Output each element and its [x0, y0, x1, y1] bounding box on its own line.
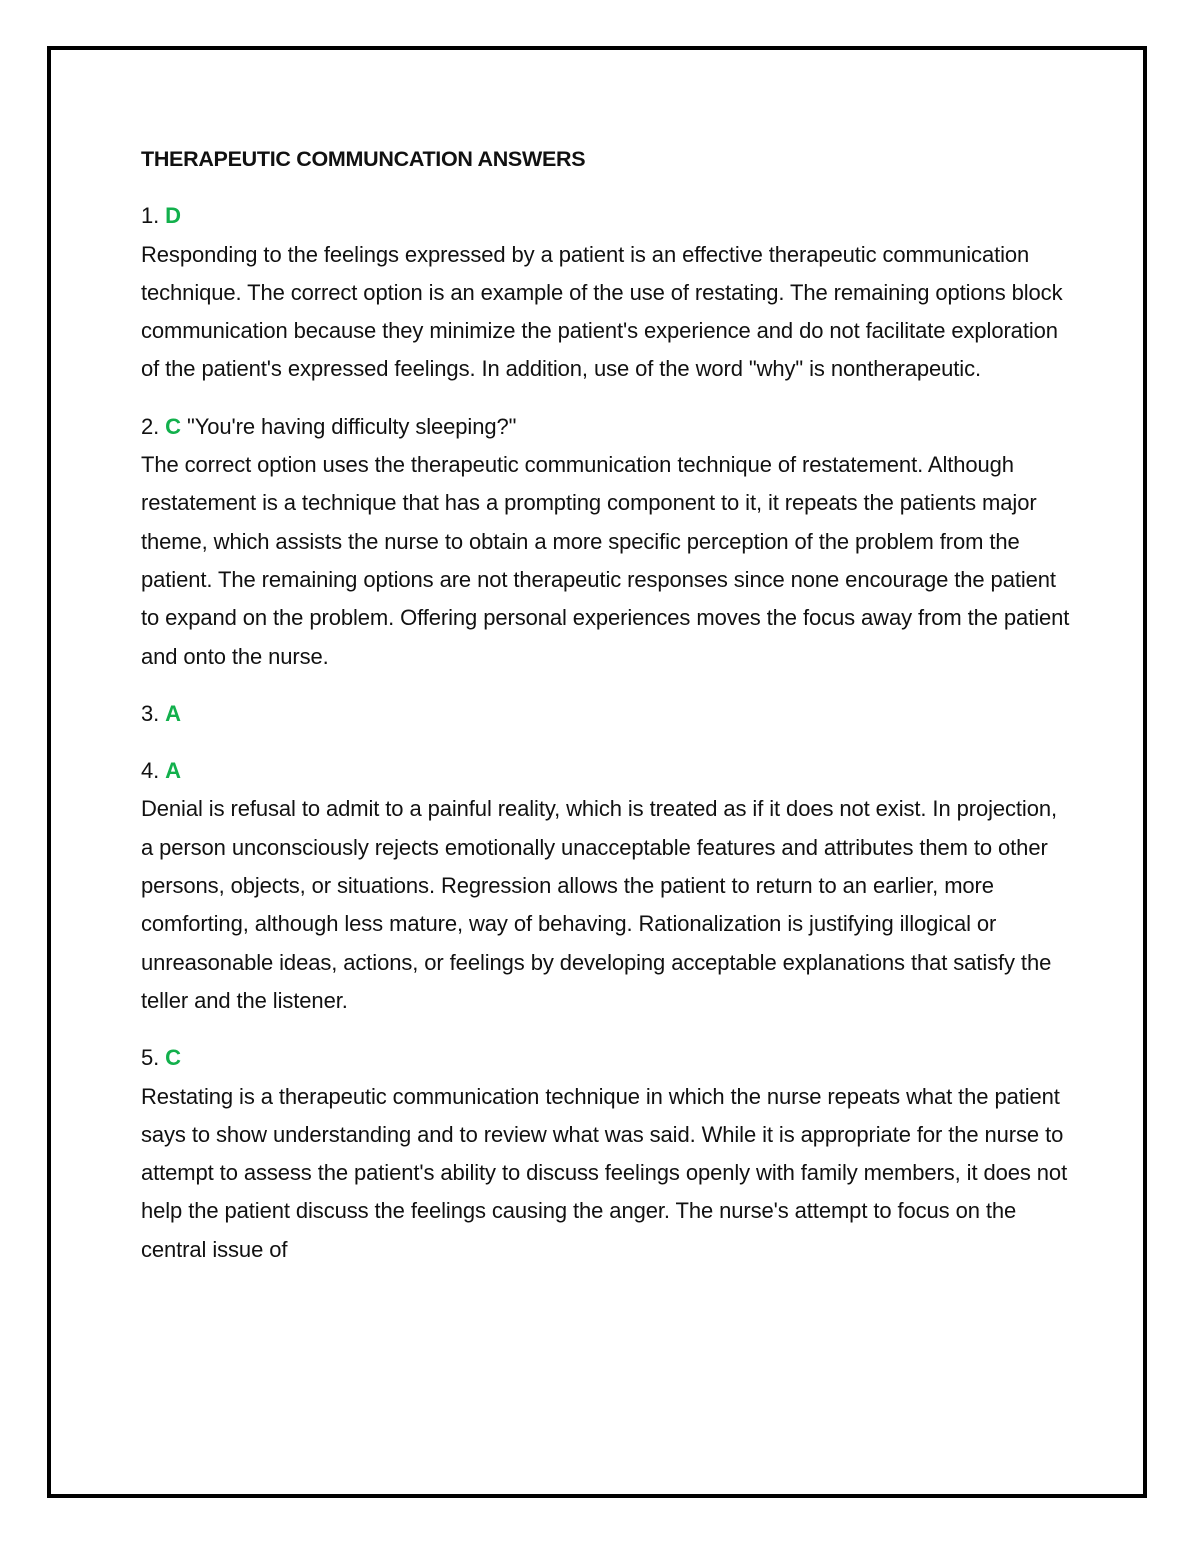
answer-number: 5. — [141, 1045, 160, 1071]
answer-letter: C — [165, 1045, 181, 1071]
answer-number: 4. — [141, 758, 160, 784]
answer-item-1 — [141, 197, 1071, 388]
document-title: THERAPEUTIC COMMUNCATION ANSWERS — [141, 147, 586, 171]
answer-question-text: "You're having difficulty sleeping?" — [186, 413, 517, 439]
answer-number: 2. — [141, 413, 160, 439]
answer-item-5 — [141, 1039, 1071, 1269]
answer-letter: A — [165, 758, 181, 784]
answer-number: 3. — [141, 700, 160, 726]
answer-letter: D — [165, 203, 181, 229]
answer-header — [141, 695, 1071, 733]
answer-header — [141, 197, 1071, 235]
answer-explanation: Responding to the feelings expressed by a patient is an effective therapeutic communication technique. The correct option is an example of the use of restating. The remaining options block communication because they minimize the patient's experience and do not facilitate exploration of the patient's expressed feelings. In addition, use of the word "why" is nontherapeutic. — [141, 241, 1063, 382]
answer-item-3 — [141, 695, 1071, 733]
answer-header — [141, 1039, 1071, 1077]
answer-letter: A — [165, 700, 181, 726]
answer-item-4 — [141, 752, 1071, 1020]
answer-item-2 — [141, 408, 1071, 676]
answer-header — [141, 752, 1071, 790]
answer-explanation: Denial is refusal to admit to a painful reality, which is treated as if it does not exist. In projection, a person unconsciously rejects emotionally unacceptable features and attributes them to other persons, objects, or situations. Regression allows the patient to return to an earlier, more comforting, although less mature, way of behaving. Rationalization is justifying illogical or unreasonable ideas, actions, or feelings by developing acceptable explanations that satisfy the teller and the listener. — [141, 796, 1057, 1013]
document-content — [141, 140, 1071, 1288]
answer-number: 1. — [141, 203, 160, 229]
answer-explanation: Restating is a therapeutic communication technique in which the nurse repeats what the patient says to show understanding and to review what was said. While it is appropriate for the nurse to attempt to assess the patient's ability to discuss feelings openly with family members, it does not help the patient discuss the feelings causing the anger. The nurse's attempt to focus on the central issue of — [141, 1083, 1068, 1262]
answer-header — [141, 408, 1071, 446]
answer-explanation: The correct option uses the therapeutic communication technique of restatement. Although restatement is a technique that has a prompting component to it, it repeats the patients major theme, which assists the nurse to obtain a more specific perception of the problem from the patient. The remaining options are not therapeutic responses since none encourage the patient to expand on the problem. Offering personal experiences moves the focus away from the patient and onto the nurse. — [141, 452, 1070, 669]
answer-letter: C — [165, 413, 181, 439]
